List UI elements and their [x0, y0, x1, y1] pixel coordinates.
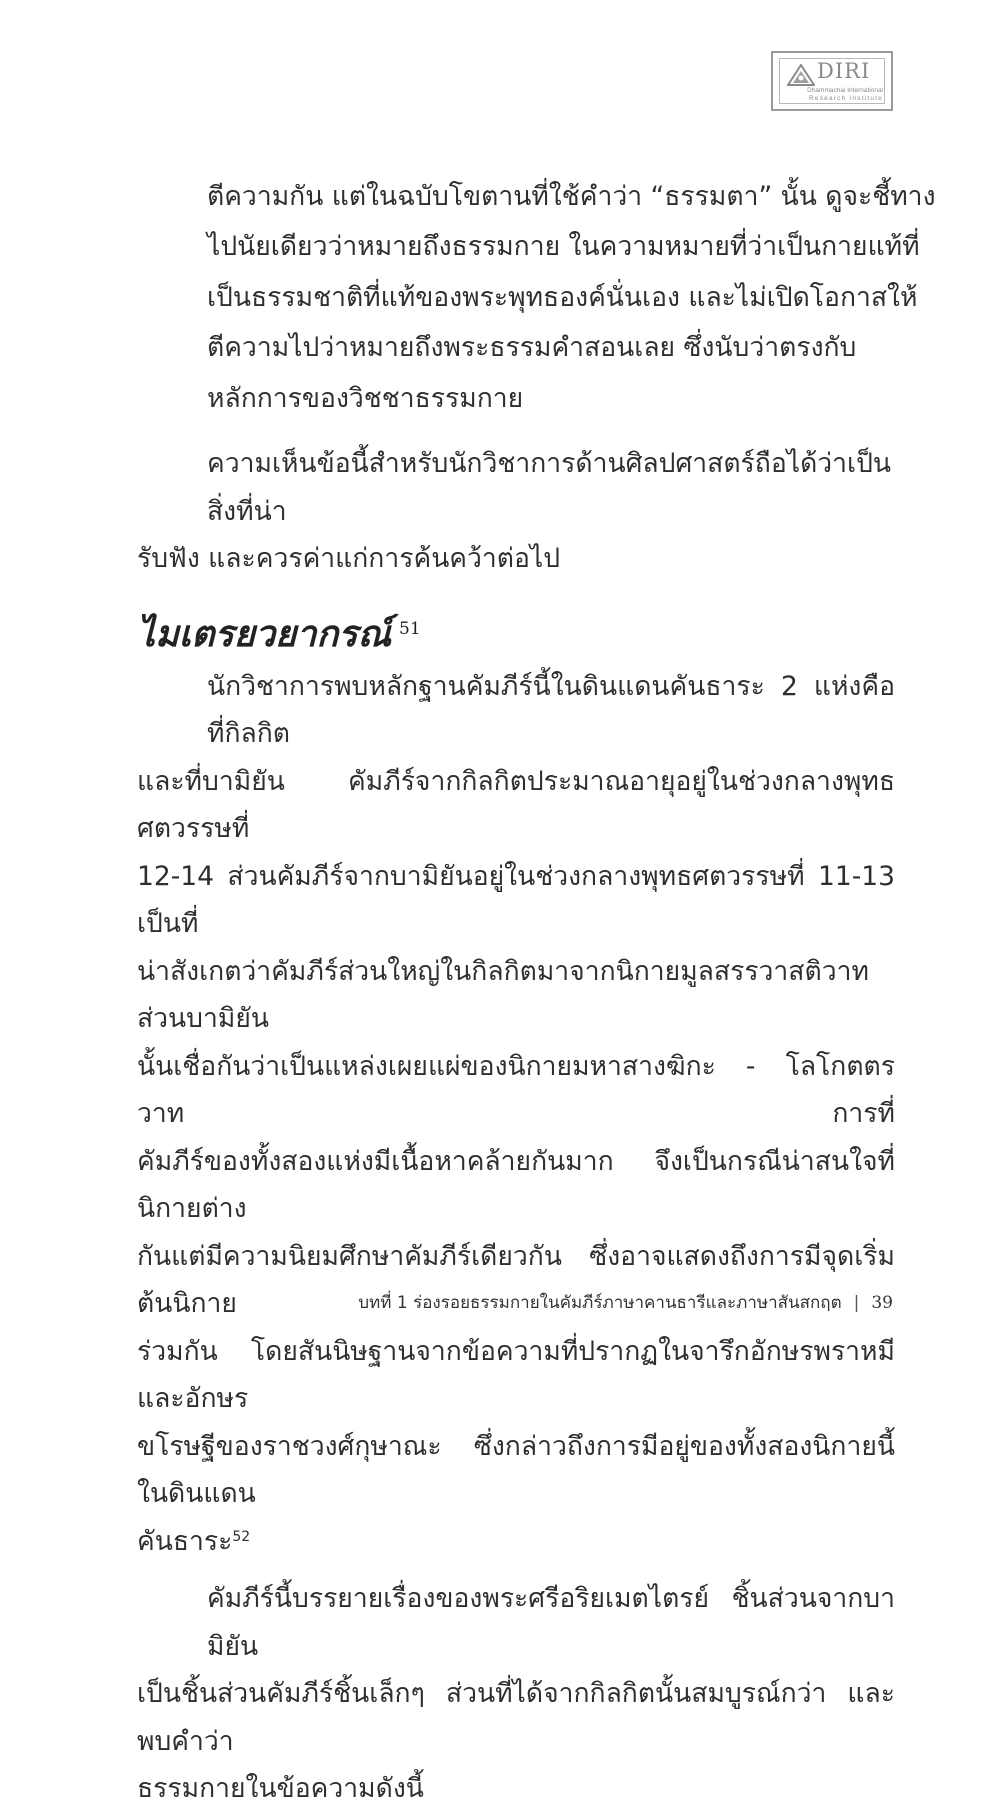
triangle-logo-icon [787, 64, 815, 86]
paragraph-line: กันแต่มีความนิยมศึกษาคัมภีร์เดียวกัน ซึ่งอาจแสดงถึงการมีจุดเริ่มต้นนิกาย [137, 1240, 895, 1320]
paragraph-line: และที่บามิยัน คัมภีร์จากกิลกิตประมาณอายุอยู่ในช่วงกลางพุทธศตวรรษที่ [137, 765, 895, 845]
section-heading [137, 607, 895, 663]
paragraph-line: น่าสังเกตว่าคัมภีร์ส่วนใหญ่ในกิลกิตมาจากนิกายมูลสรรวาสติวาท ส่วนบามิยัน [137, 955, 869, 1035]
paragraph-line: ร่วมกัน โดยสันนิษฐานจากข้อความที่ปรากฏในจารึกอักษรพราหมีและอักษร [137, 1335, 895, 1415]
footnote-ref-52[interactable]: 52 [232, 1528, 251, 1545]
paragraph-line: นั้นเชื่อกันว่าเป็นแหล่งเผยแผ่ของนิกายมหาสางฆิกะ - โลโกตตรวาท การที่ [137, 1050, 895, 1130]
paragraph-line: นักวิชาการพบหลักฐานคัมภีร์นี้ในดินแดนคันธาระ 2 แห่งคือที่กิลกิต [207, 670, 895, 750]
paragraph-line: ความเห็นข้อนี้สำหรับนักวิชาการด้านศิลปศาสตร์ถือได้ว่าเป็นสิ่งที่น่า [207, 448, 892, 527]
paragraph-line: เป็นชิ้นส่วนคัมภีร์ชิ้นเล็กๆ ส่วนที่ได้จากกิลกิตนั้นสมบูรณ์กว่า และพบคำว่า [137, 1678, 895, 1757]
diri-logo [771, 51, 893, 111]
logo-subtitle-1: Dhammachai International [807, 87, 883, 94]
paragraph-line: คัมภีร์นี้บรรยายเรื่องของพระศรีอริยเมตไตรย์ ชิ้นส่วนจากบามิยัน [207, 1583, 895, 1662]
page-footer [358, 1289, 893, 1316]
quote-line: ตีความไปว่าหมายถึงพระธรรมคำสอนเลย ซึ่งนับว่าตรงกับ [207, 332, 857, 364]
paragraph-last-line [137, 1518, 895, 1566]
paragraph-line: คัมภีร์ของทั้งสองแห่งมีเนื้อหาคล้ายกันมาก จึงเป็นกรณีน่าสนใจที่นิกายต่าง [137, 1145, 895, 1225]
paragraph-line: 12-14 ส่วนคัมภีร์จากบามิยันอยู่ในช่วงกลางพุทธศตวรรษที่ 11-13 เป็นที่ [137, 860, 895, 940]
running-chapter-title: บทที่ 1 ร่องรอยธรรมกายในคัมภีร์ภาษาคานธารีและภาษาสันสกฤต [358, 1293, 842, 1313]
section-title: ไมเตรยวยากรณ์ [137, 613, 392, 655]
paragraph-description [137, 1575, 895, 1813]
block-quote [207, 172, 936, 424]
quote-line: ตีความกัน แต่ในฉบับโขตานที่ใช้คำว่า “ธรรมตา” นั้น ดูจะชี้ทาง [207, 181, 936, 212]
quote-line: เป็นธรรมชาติที่แท้ของพระพุทธองค์นั่นเอง และไม่เปิดโอกาสให้ [207, 281, 918, 313]
footer-separator: | [853, 1293, 860, 1313]
page-content [137, 172, 936, 1813]
paragraph-line: รับฟัง และควรค่าแก่การค้นคว้าต่อไป [137, 543, 561, 575]
paragraph-last-word: คันธาระ [137, 1525, 233, 1557]
paragraph-evidence [137, 663, 895, 1566]
page-number: 39 [871, 1293, 893, 1313]
logo-subtitle-2: Research Institute [809, 95, 883, 102]
heading-footnote-ref[interactable]: 51 [399, 618, 421, 639]
quote-line: ไปนัยเดียวว่าหมายถึงธรรมกาย ในความหมายที่ว่าเป็นกายแท้ที่ [207, 231, 920, 263]
logo-acronym: DIRI [817, 59, 871, 83]
quote-line: หลักการของวิชชาธรรมกาย [207, 382, 524, 414]
paragraph-line: ธรรมกายในข้อความดังนี้ [137, 1773, 424, 1805]
paragraph-line: ขโรษฐีของราชวงศ์กุษาณะ ซึ่งกล่าวถึงการมีอยู่ของทั้งสองนิกายนี้ในดินแดน [137, 1430, 895, 1510]
paragraph-opinion [137, 440, 895, 583]
